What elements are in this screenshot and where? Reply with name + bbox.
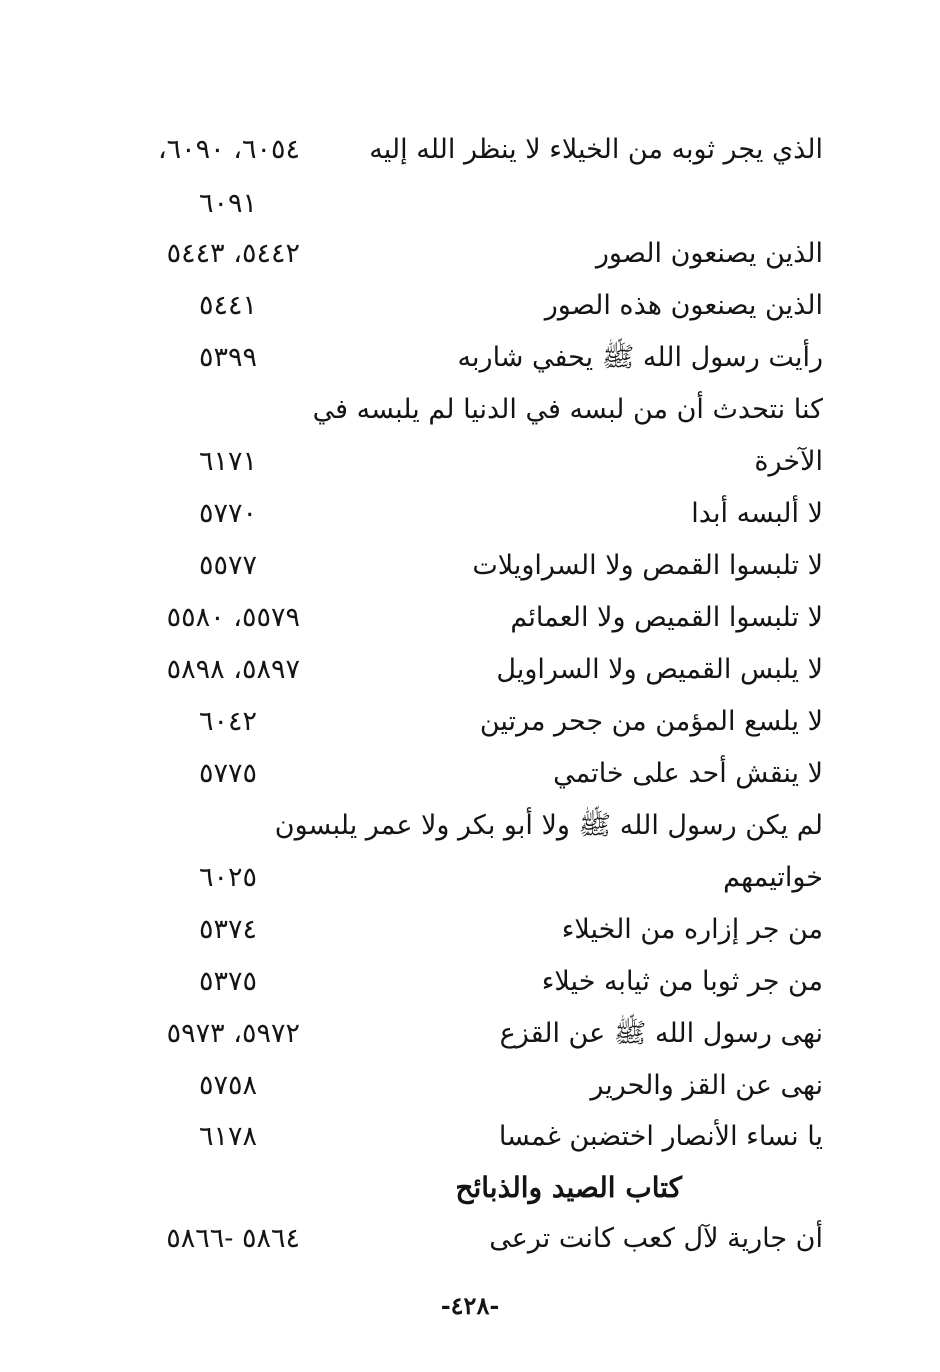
index-entry	[0, 130, 940, 170]
index-entry	[0, 184, 940, 224]
entry-numbers: ٥٥٧٧	[198, 550, 257, 581]
entry-text: رأيت رسول الله ﷺ يحفي شاربه	[457, 342, 823, 373]
entry-text: لا يلبس القميص ولا السراويل	[496, 654, 823, 685]
index-entry	[0, 234, 940, 274]
entry-text: يا نساء الأنصار اختضبن غمسا	[498, 1121, 823, 1152]
index-entry	[0, 858, 940, 898]
index-entry	[0, 442, 940, 482]
index-entry	[0, 1219, 940, 1259]
entry-numbers: ٦٠٥٤، ٦٠٩٠،	[157, 134, 300, 165]
entry-text: الذي يجر ثوبه من الخيلاء لا ينظر الله إليه	[369, 134, 823, 165]
index-entry	[0, 546, 940, 586]
entry-text: الآخرة	[754, 446, 823, 477]
entry-numbers: ٥٣٧٤	[198, 914, 257, 945]
index-entry	[0, 286, 940, 326]
entry-numbers: ٥٧٥٨	[198, 1070, 257, 1101]
entry-numbers: ٥٣٧٥	[198, 966, 257, 997]
entry-text: لا ألبسه أبدا	[691, 498, 823, 529]
entry-numbers: ٥٥٧٩، ٥٥٨٠	[166, 602, 300, 633]
page-number: -٤٢٨-	[440, 1291, 500, 1320]
index-entry	[0, 1117, 940, 1157]
entry-numbers: ٥٩٧٢، ٥٩٧٣	[166, 1018, 300, 1049]
entry-numbers: ٦١٧٨	[198, 1121, 257, 1152]
index-entry	[0, 650, 940, 690]
entry-numbers: ٥٨٦٤ -٥٨٦٦	[166, 1223, 300, 1254]
entry-text: خواتيمهم	[723, 862, 823, 893]
entry-text: لا تلبسوا القميص ولا العمائم	[510, 602, 823, 633]
entry-text: من جر ثوبا من ثيابه خيلاء	[541, 966, 823, 997]
index-entry	[0, 806, 940, 846]
entry-numbers: ٥٤٤٢، ٥٤٤٣	[166, 238, 300, 269]
index-entry	[0, 494, 940, 534]
entry-text: كنا نتحدث أن من لبسه في الدنيا لم يلبسه في	[312, 394, 823, 425]
entry-text: نهى رسول الله ﷺ عن القزع	[499, 1018, 823, 1049]
entry-numbers: ٦٠٢٥	[198, 862, 257, 893]
index-entry	[0, 598, 940, 638]
section-heading: كتاب الصيد والذبائح	[455, 1171, 682, 1204]
section-heading-row	[0, 1168, 940, 1208]
entry-text: أن جارية لآل كعب كانت ترعى	[489, 1223, 823, 1254]
entry-text: لم يكن رسول الله ﷺ ولا أبو بكر ولا عمر يلبسون	[274, 810, 823, 841]
entry-numbers: ٥٤٤١	[198, 290, 257, 321]
entry-numbers: ٥٣٩٩	[198, 342, 257, 373]
index-entry	[0, 910, 940, 950]
entry-text: لا يلسع المؤمن من جحر مرتين	[479, 706, 823, 737]
entry-numbers: ٥٨٩٧، ٥٨٩٨	[166, 654, 300, 685]
index-entry	[0, 754, 940, 794]
index-entry	[0, 702, 940, 742]
entry-numbers: ٦٠٩١	[198, 188, 257, 219]
index-entry	[0, 1014, 940, 1054]
entry-text: من جر إزاره من الخيلاء	[561, 914, 823, 945]
entry-numbers: ٦٠٤٢	[198, 706, 257, 737]
index-entry	[0, 390, 940, 430]
entry-text: لا تلبسوا القمص ولا السراويلات	[472, 550, 823, 581]
entry-text: نهى عن القز والحرير	[590, 1070, 823, 1101]
entry-text: الذين يصنعون هذه الصور	[544, 290, 823, 321]
entry-text: لا ينقش أحد على خاتمي	[553, 758, 823, 789]
index-entry	[0, 1066, 940, 1106]
entry-text: الذين يصنعون الصور	[595, 238, 823, 269]
index-entry	[0, 338, 940, 378]
entry-numbers: ٥٧٧٥	[198, 758, 257, 789]
entry-numbers: ٥٧٧٠	[198, 498, 257, 529]
entry-numbers: ٦١٧١	[198, 446, 257, 477]
index-entry	[0, 962, 940, 1002]
